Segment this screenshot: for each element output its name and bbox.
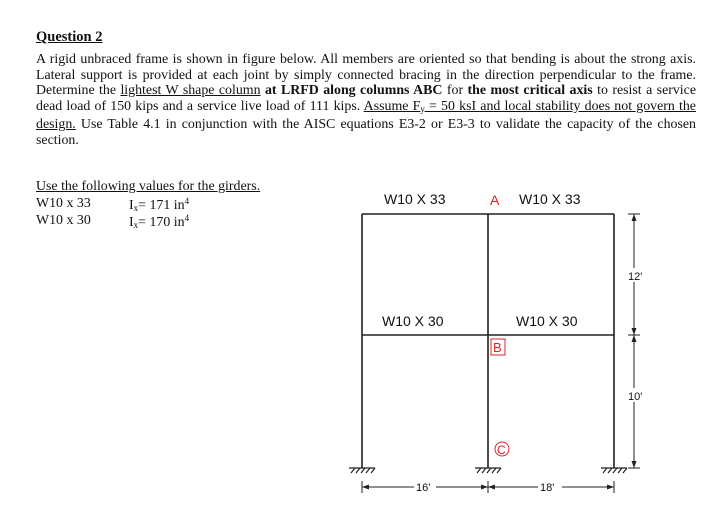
fixed-support-center bbox=[475, 468, 501, 473]
lightest-w-shape-phrase: lightest W shape column bbox=[120, 83, 261, 99]
assumption-phrase: Assume $F_y = 50$ ksI and local stability does not govern the design. bbox=[36, 98, 696, 133]
question-text-part1: A rigid unbraced frame is shown in figure below. All members are oriented so that bending is about the strong axis. Lateral support is provided at each joint by simply connected bracing in the direction perpendicular to the frame. Determine the bbox=[36, 52, 696, 99]
top-left-girder-label: W10 X 33 bbox=[384, 191, 446, 207]
girder-moment-of-inertia: $I_x= 171$ $in^4$ bbox=[129, 196, 190, 213]
question-text-part5: to resist a service dead load of 150 kips and a service live load of 111 kips. bbox=[36, 83, 697, 114]
girder-moment-of-inertia: $I_x= 170$ $in^4$ bbox=[129, 213, 190, 230]
point-a-label: A bbox=[490, 192, 500, 208]
critical-axis-phrase: the most critical axis bbox=[467, 83, 593, 99]
question-text-part3: for bbox=[442, 83, 468, 99]
question-text-part6: Use Table 4.1 in conjunction with the AISC equations E3-2 or E3-3 to validate the capacity of the chosen section. bbox=[36, 117, 696, 148]
girder-values-title: Use the following values for the girders. bbox=[36, 179, 261, 194]
mid-right-girder-label: W10 X 30 bbox=[516, 313, 578, 329]
point-c-label: C bbox=[497, 443, 506, 457]
top-right-girder-label: W10 X 33 bbox=[519, 191, 581, 207]
right-bay-dimension: 18' bbox=[540, 482, 555, 494]
lower-story-dimension: 10' bbox=[628, 391, 643, 403]
girder-section: W10 x 33 bbox=[36, 196, 91, 211]
question-heading: Question 2 bbox=[36, 29, 103, 45]
lrfd-columns-phrase: at LRFD along columns ABC bbox=[260, 83, 443, 99]
point-b-label: B bbox=[493, 340, 502, 355]
upper-story-dimension: 12' bbox=[628, 271, 643, 283]
fixed-support-left bbox=[349, 468, 375, 473]
fixed-support-right bbox=[601, 468, 627, 473]
girder-section: W10 x 30 bbox=[36, 213, 91, 228]
left-bay-dimension: 16' bbox=[416, 482, 431, 494]
mid-left-girder-label: W10 X 30 bbox=[382, 313, 444, 329]
